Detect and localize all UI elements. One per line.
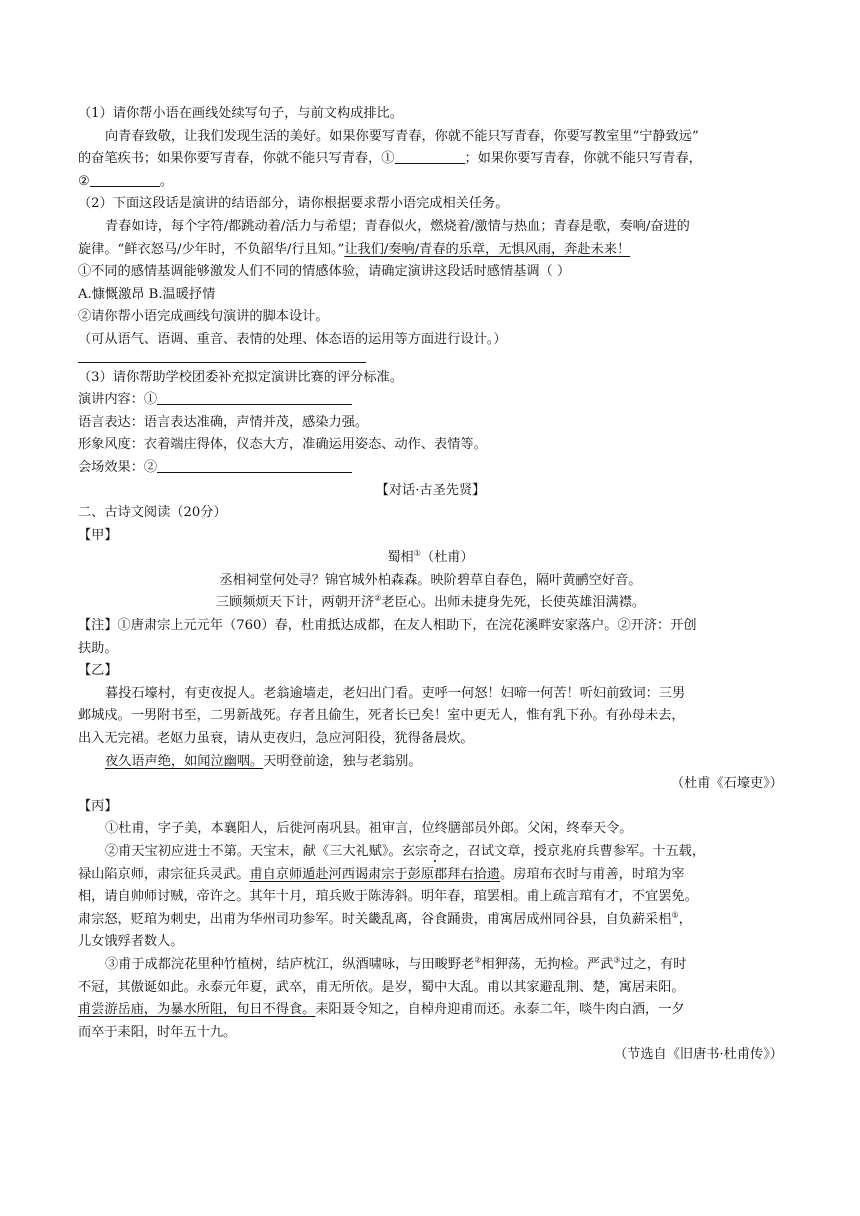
- q1-text: ②: [78, 173, 90, 189]
- underlined-sentence: 甫尝游岳庙，为暴水所阻，旬日不得食。: [78, 1002, 316, 1018]
- bing-text: 相狎荡，无拘检。严武: [481, 956, 614, 972]
- poem-note: 扶助。: [78, 640, 118, 656]
- bing-text: ，: [678, 911, 692, 927]
- underlined-sentence: 甫自京师遁赴河西谒肃宗于彭原郡拜右拾遗: [249, 866, 500, 882]
- criteria-manner: 形象风度：衣着端庄得体，仪态大方，准确运用姿态、动作、表情等。: [78, 437, 487, 453]
- poem-author: （杜甫）: [420, 550, 474, 566]
- q3-heading: （3）请你帮助学校团委补充拟定演讲比赛的评分标准。: [78, 369, 403, 385]
- section-banner: 【对话·古圣先贤】: [375, 482, 486, 498]
- q2-note: （可从语气、语调、重音、表情的处理、体态语的运用等方面进行设计。）: [78, 331, 507, 347]
- q2-heading: （2）下面这段话是演讲的结语部分，请你根据要求帮小语完成相关任务。: [78, 196, 509, 212]
- section-title: 二、古诗文阅读（20分）: [78, 505, 227, 521]
- footnote-mark: ③: [613, 955, 621, 965]
- bing-source: （节选自《旧唐书·杜甫传》）: [613, 1047, 783, 1063]
- bing-text: 过之，有时: [620, 956, 687, 972]
- bing-line: 而卒于耒阳，时年五十九。: [78, 1024, 237, 1040]
- criteria-label: 演讲内容：①: [78, 392, 158, 408]
- criteria-language: 语言表达：语言表达准确，声情并茂，感染力强。: [78, 414, 369, 430]
- bing-text: 之，召试文章，授京兆府兵曹参军。十五载，: [441, 844, 706, 859]
- q2-subquestion-2: ②请你帮小语完成画线句演讲的脚本设计。: [78, 309, 329, 325]
- yi-line: 出入无完裙。老妪力虽衰，请从吏夜归，急应河阳役，犹得备晨炊。: [78, 731, 474, 747]
- q1-text: 的奋笔疾书；如果你要写青春，你就不能只写青春，①: [78, 151, 395, 167]
- yi-line: 暮投石壕村，有吏夜捉人。老翁逾墙走，老妇出门看。吏呼一何怒！妇啼一何苦！听妇前致词：三男: [105, 685, 686, 701]
- answer-blank-2[interactable]: [90, 172, 160, 187]
- bing-line: 相，请自帅师讨贼，帝许之。其年十月，琯兵败于陈涛斜。明年春，琯罢相。甫上疏言琯有才，不宜罢免。: [78, 889, 698, 905]
- q1-heading: （1）请你帮小语在画线处续写句子，与前文构成排比。: [78, 106, 403, 121]
- footnote-mark: ①: [671, 910, 679, 920]
- q2-passage-line: 青春如诗，每个字符/都跳动着/活力与希望；青春似火，燃烧着/激情与热血；青春是歌，奏响/奋进的: [105, 218, 690, 234]
- bing-line: [78, 909, 783, 932]
- bing-text: 肃宗怒，贬琯为刺史，出甫为华州司功参军。时关畿乱离，谷食踊贵，甫寓居成州同谷县，自负薪采梠: [78, 911, 672, 927]
- q1-text: 。: [159, 173, 174, 189]
- footnote-mark: ②: [374, 594, 382, 604]
- poem-text: 三顾频烦天下计，两朝开济: [215, 595, 375, 611]
- q1-passage-line: 向青春致敬，让我们发现生活的美好。如果你要写青春，你就不能只写青春，你要写教室里“宁静致远”: [105, 128, 699, 144]
- criteria-content: [78, 389, 783, 412]
- q2-options: A.慷慨激昂 B.温暖抒情: [78, 286, 216, 302]
- q2-subquestion-1: ①不同的感情基调能够激发人们不同的情感体验，请确定演讲这段话时感情基调（ ）: [78, 264, 571, 280]
- bing-line: 不冠，其傲诞如此。永泰元年夏，武卒，甫无所依。是岁，蜀中大乱。甫以其家避乱荆、楚，寓居耒阳。: [78, 979, 685, 995]
- bing-text: ③甫于成都浣花里种竹植树，结庐枕江，纵酒啸咏，与田畯野老: [105, 956, 475, 972]
- document-page: [78, 103, 783, 1067]
- criteria-effect: [78, 457, 783, 480]
- yi-text: 天明登前途，独与老翁别。: [263, 753, 422, 769]
- underlined-sentence: 让我们/奏响/青春的乐章，无惧风雨，奔赴未来！: [344, 241, 631, 257]
- bing-text: 。房琯布衣时与甫善，时琯为宰: [500, 866, 685, 882]
- bing-text: 禄山陷京师，肃宗征兵灵武。: [78, 866, 250, 882]
- answer-blank-content[interactable]: [157, 390, 352, 405]
- poem-line: 丞相祠堂何处寻？锦官城外柏森森。映阶碧草自春色，隔叶黄鹂空好音。: [219, 572, 642, 588]
- footnote-mark: ②: [474, 955, 482, 965]
- bing-line: [78, 864, 783, 887]
- dotted-character: 奇: [428, 844, 442, 859]
- poem-text: 老臣心。出师未捷身先死，长使英雄泪满襟。: [381, 595, 646, 611]
- criteria-label: 会场效果：②: [78, 459, 158, 475]
- yi-line: [78, 751, 783, 774]
- q1-text: ；如果你要写青春，你就不能只写青春，: [464, 151, 702, 167]
- footnote-mark: ①: [413, 548, 421, 558]
- q1-passage-line: [78, 148, 783, 171]
- q2-text: 旋律。“鲜衣怒马/少年时，不负韶华/行且知。”: [78, 241, 345, 257]
- poem-title-text: 蜀相: [387, 550, 414, 566]
- answer-line[interactable]: [78, 352, 366, 363]
- answer-blank-effect[interactable]: [157, 458, 352, 473]
- bing-line: 儿女饿殍者数人。: [78, 934, 184, 950]
- passage-tag-yi: 【乙】: [78, 663, 118, 679]
- q1-passage-line: [78, 171, 783, 194]
- poem-note: 【注】①唐肃宗上元元年（760）春，杜甫抵达成都，在友人相助下，在浣花溪畔安家落户。②开济：开创: [78, 618, 697, 634]
- poem-line: [78, 592, 783, 615]
- bing-line: [78, 999, 783, 1022]
- q2-passage-line: [78, 239, 783, 262]
- bing-text: ②甫天宝初应进士不第。天宝末，献《三大礼赋》。玄宗: [105, 844, 429, 859]
- bing-text: 耒阳聂令知之，自棹舟迎甫而还。永泰二年，啖牛肉白酒，一夕: [315, 1002, 685, 1018]
- yi-line: 邺城戍。一男附书至，二男新战死。存者且偷生，死者长已矣！室中更无人，惟有乳下孙。有孙母未去，: [78, 708, 685, 724]
- bing-line: [78, 841, 783, 864]
- yi-source: （杜甫《石壕吏》）: [670, 776, 783, 792]
- underlined-sentence: 夜久语声绝，如闻泣幽咽。: [105, 753, 264, 769]
- bing-line: ①杜甫，字子美，本襄阳人，后徙河南巩县。祖审言，位终膳部员外郎。父闲，终奉天令。: [105, 821, 633, 837]
- passage-tag-bing: 【丙】: [78, 798, 118, 814]
- passage-tag-jia: 【甲】: [78, 527, 118, 543]
- poem-title: [78, 547, 783, 570]
- bing-line: [78, 954, 783, 977]
- answer-blank-1[interactable]: [395, 149, 465, 164]
